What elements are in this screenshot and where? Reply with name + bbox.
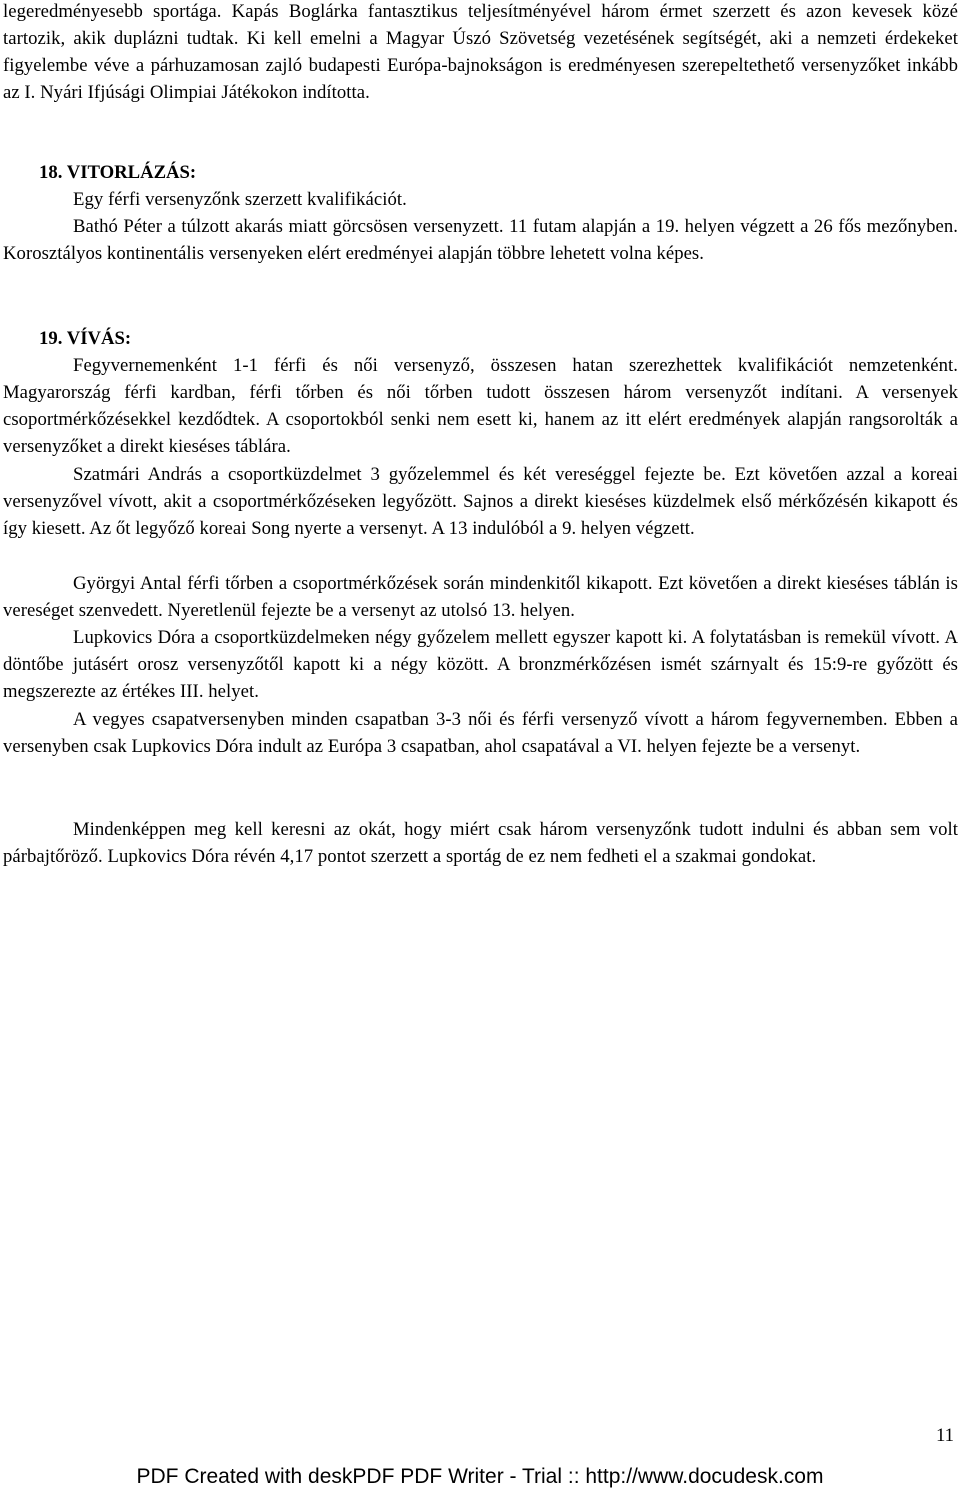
page-number: 11 [936,1425,954,1446]
vivas-paragraph-1: Fegyvernemenként 1-1 férfi és női versenyző, összesen hatan szerezhettek kvalifikációt nemzetenként. Magyarország férfi kardban, férfi tőrben és női tőrben tudott összesen három versenyzőt indítani. A versenyek csoportmérkőzésekkel kezdődtek. A csoportokból senki nem esett ki, hanem az itt elért eredmények alapján rangsorolták a versenyzőket a direkt kieséses táblára. [3,355,958,458]
section-heading-vitorlazas: 18. VITORLÁZÁS: [39,162,197,183]
vivas-paragraph-4: Lupkovics Dóra a csoportküzdelmeken négy győzelem mellett egyszer kapott ki. A folytatásban is remekül vívott. A döntőbe jutásért orosz versenyzőtől kapott ki a négy között. A bronzmérkőzésen ismét szárnyalt és 15:9-re győzött és megszerezte az értékes III. helyet. [3,627,958,703]
vivas-conclusion-paragraph: Mindenképpen meg kell keresni az okát, hogy miért csak három versenyzőnk tudott indulni és abban sem volt párbajtőröző. Lupkovics Dóra révén 4,17 pontot szerzett a sportág de ez nem fedheti el a szakmai gondokat. [3,819,958,868]
pdf-creator-footer: PDF Created with deskPDF PDF Writer - Trial :: http://www.docudesk.com [136,1465,824,1488]
vitorlazas-paragraph-2: Bathó Péter a túlzott akarás miatt görcsösen versenyzett. 11 futam alapján a 19. helyen végzett a 26 fős mezőnyben. Korosztályos kontinentális versenyeken elért eredményei alapján többre lehetett volna képes. [3,216,958,265]
vivas-paragraph-3: Györgyi Antal férfi tőrben a csoportmérkőzések során mindenkitől kikapott. Ezt követően a direkt kieséses táblán is vereséget szenvedett. Nyeretlenül fejezte be a versenyt az utolsó 13. helyen. [3,573,958,622]
vitorlazas-paragraph-1: Egy férfi versenyzőnk szerzett kvalifikációt. [73,189,407,210]
vivas-paragraph-5: A vegyes csapatversenyben minden csapatban 3-3 női és férfi versenyző vívott a három fegyvernemben. Ebben a versenyben csak Lupkovics Dóra indult az Európa 3 csapatban, ahol csapatával a VI. helyen fejezte be a versenyt. [3,709,958,758]
section-heading-vivas: 19. VÍVÁS: [39,328,132,349]
vivas-paragraph-2: Szatmári András a csoportküzdelmet 3 győzelemmel és két vereséggel fejezte be. Ezt követően azzal a koreai versenyzővel vívott, akit a csoportmérkőzéseken legyőzött. Sajnos a direkt kieséses küzdelmek első mérkőzésén kikapott és így kiesett. Az őt legyőző koreai Song nyerte a versenyt. A 13 indulóból a 9. helyen végzett. [3,464,958,540]
intro-paragraph: legeredményesebb sportága. Kapás Boglárka fantasztikus teljesítményével három érmet szerzett és azon kevesek közé tartozik, akik duplázni tudtak. Ki kell emelni a Magyar Úszó Szövetség vezetésének segítségét, aki a nemzeti érdekeket figyelembe véve a párhuzamosan zajló budapesti Európa-bajnokságon is eredményesen szerepeltethető versenyzőket inkább az I. Nyári Ifjúsági Olimpiai Játékokon indította. [3,1,958,104]
